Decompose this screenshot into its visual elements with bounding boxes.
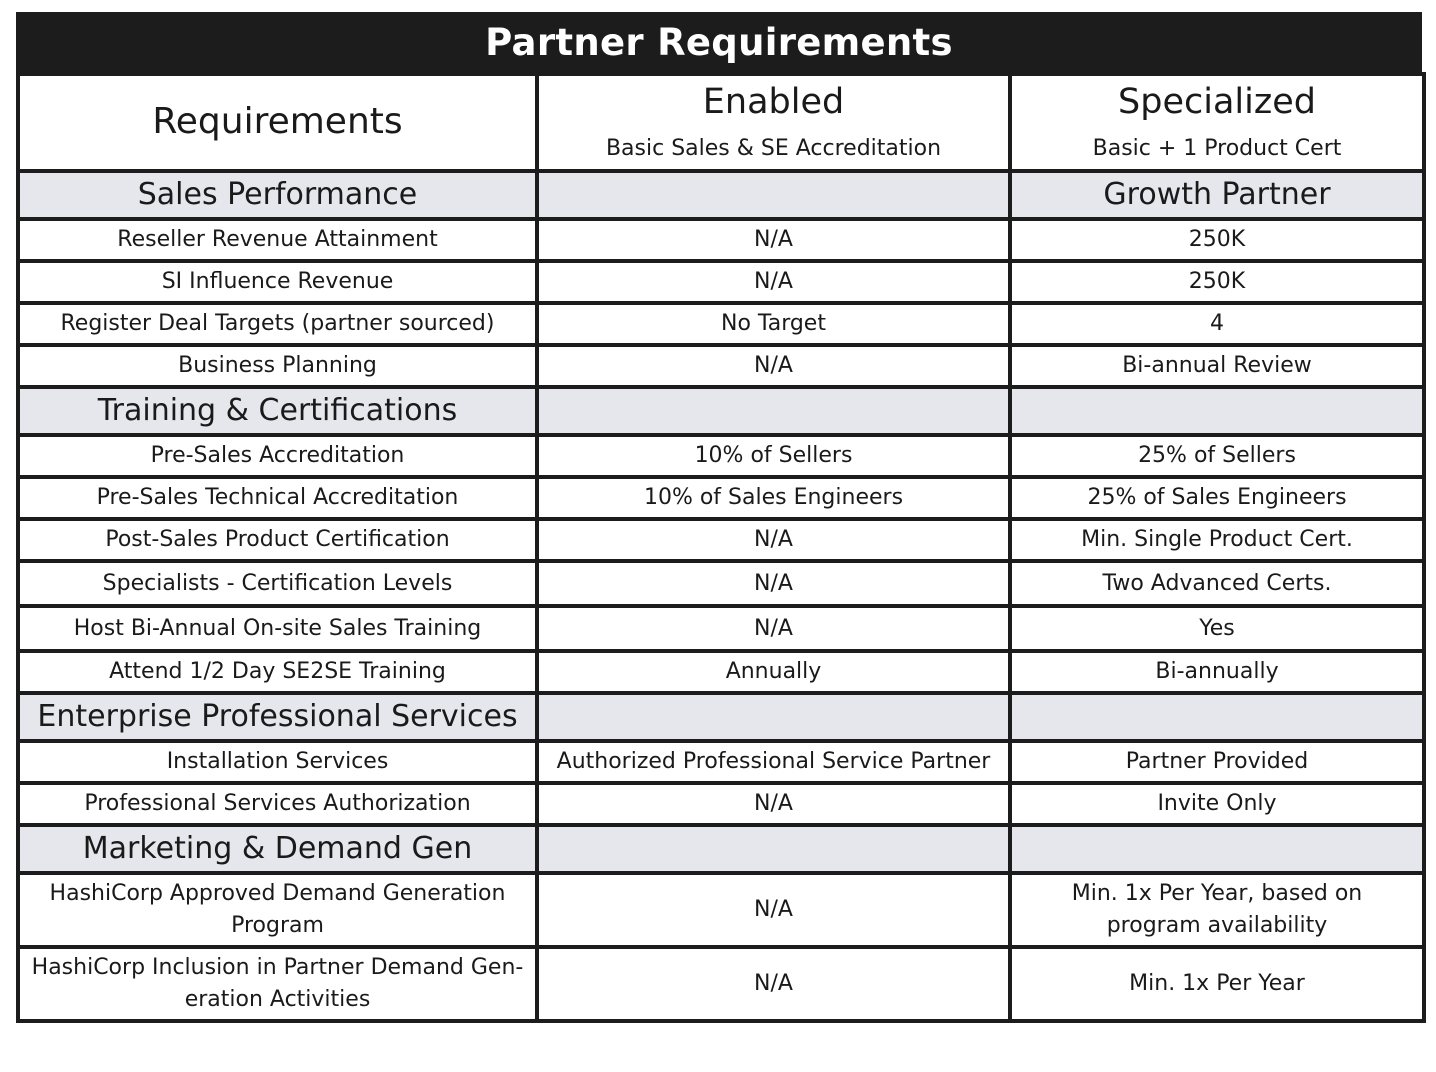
row-label: Host Bi-Annual On-site Sales Training — [18, 606, 537, 651]
table-row — [18, 651, 1424, 693]
row-specialized-value: Min. 1x Per Year, based on program availability — [1010, 873, 1424, 947]
header-enabled-subtitle: Basic Sales & SE Accreditation — [605, 135, 942, 161]
header-requirements-label: Requirements — [152, 101, 403, 143]
row-specialized-value: Bi-annually — [1010, 651, 1424, 693]
row-enabled-value: N/A — [537, 261, 1010, 303]
row-label: Register Deal Targets (partner sourced) — [18, 303, 537, 345]
section-specialized — [1010, 825, 1424, 873]
row-label: HashiCorp Approved Demand Generation Program — [18, 873, 537, 947]
table-row — [18, 435, 1424, 477]
requirements-table — [16, 72, 1426, 1023]
row-specialized-value: 250K — [1010, 261, 1424, 303]
row-enabled-value: N/A — [537, 519, 1010, 561]
section-label: Marketing & Demand Gen — [18, 825, 537, 873]
section-enabled — [537, 171, 1010, 219]
table-row — [18, 219, 1424, 261]
row-enabled-value: 10% of Sales Engineers — [537, 477, 1010, 519]
section-specialized — [1010, 387, 1424, 435]
table-row — [18, 261, 1424, 303]
row-label: Reseller Revenue Attainment — [18, 219, 537, 261]
row-label: Professional Services Authorization — [18, 783, 537, 825]
row-label: Specialists - Certification Levels — [18, 561, 537, 606]
row-specialized-value: Partner Provided — [1010, 741, 1424, 783]
row-specialized-value: Bi-annual Review — [1010, 345, 1424, 387]
table-title: Partner Requirements — [16, 12, 1422, 72]
header-requirements — [18, 74, 537, 171]
row-specialized-value: Min. Single Product Cert. — [1010, 519, 1424, 561]
table-row — [18, 606, 1424, 651]
section-specialized: Growth Partner — [1010, 171, 1424, 219]
row-specialized-value: 250K — [1010, 219, 1424, 261]
row-label: Pre-Sales Accreditation — [18, 435, 537, 477]
table-row — [18, 947, 1424, 1021]
row-enabled-value: N/A — [537, 783, 1010, 825]
section-row-enterprise-professional-services — [18, 693, 1424, 741]
section-enabled — [537, 387, 1010, 435]
header-specialized — [1010, 74, 1424, 171]
header-enabled-title: Enabled — [702, 81, 845, 122]
row-label: Attend 1/2 Day SE2SE Training — [18, 651, 537, 693]
table-row — [18, 477, 1424, 519]
row-enabled-value: No Target — [537, 303, 1010, 345]
section-label: Sales Performance — [18, 171, 537, 219]
row-specialized-value: Two Advanced Certs. — [1010, 561, 1424, 606]
row-label: Post-Sales Product Certification — [18, 519, 537, 561]
section-enabled — [537, 693, 1010, 741]
row-label: Pre-Sales Technical Accreditation — [18, 477, 537, 519]
table-row — [18, 783, 1424, 825]
section-label: Training & Certifications — [18, 387, 537, 435]
header-row — [18, 74, 1424, 171]
section-row-training-certifications — [18, 387, 1424, 435]
section-enabled — [537, 825, 1010, 873]
table-row — [18, 873, 1424, 947]
partner-requirements-sheet — [16, 12, 1422, 1023]
header-enabled — [537, 74, 1010, 171]
row-label: HashiCorp Inclusion in Partner Demand Gen-eration Activities — [18, 947, 537, 1021]
section-specialized — [1010, 693, 1424, 741]
row-specialized-value: Yes — [1010, 606, 1424, 651]
row-enabled-value: Authorized Professional Service Partner — [537, 741, 1010, 783]
table-row — [18, 345, 1424, 387]
section-label: Enterprise Professional Services — [18, 693, 537, 741]
row-enabled-value: Annually — [537, 651, 1010, 693]
row-specialized-value: 25% of Sales Engineers — [1010, 477, 1424, 519]
row-specialized-value: 25% of Sellers — [1010, 435, 1424, 477]
row-enabled-value: 10% of Sellers — [537, 435, 1010, 477]
row-label: SI Influence Revenue — [18, 261, 537, 303]
row-enabled-value: N/A — [537, 947, 1010, 1021]
row-specialized-value: Min. 1x Per Year — [1010, 947, 1424, 1021]
table-row — [18, 303, 1424, 345]
row-enabled-value: N/A — [537, 219, 1010, 261]
section-row-marketing-demand-gen — [18, 825, 1424, 873]
table-row — [18, 561, 1424, 606]
table-row — [18, 519, 1424, 561]
table-row — [18, 741, 1424, 783]
header-specialized-subtitle: Basic + 1 Product Cert — [1092, 135, 1342, 161]
row-label: Installation Services — [18, 741, 537, 783]
row-enabled-value: N/A — [537, 561, 1010, 606]
section-row-sales-performance — [18, 171, 1424, 219]
row-label: Business Planning — [18, 345, 537, 387]
row-enabled-value: N/A — [537, 606, 1010, 651]
header-specialized-title: Specialized — [1118, 81, 1316, 122]
row-enabled-value: N/A — [537, 345, 1010, 387]
row-enabled-value: N/A — [537, 873, 1010, 947]
row-specialized-value: 4 — [1010, 303, 1424, 345]
row-specialized-value: Invite Only — [1010, 783, 1424, 825]
